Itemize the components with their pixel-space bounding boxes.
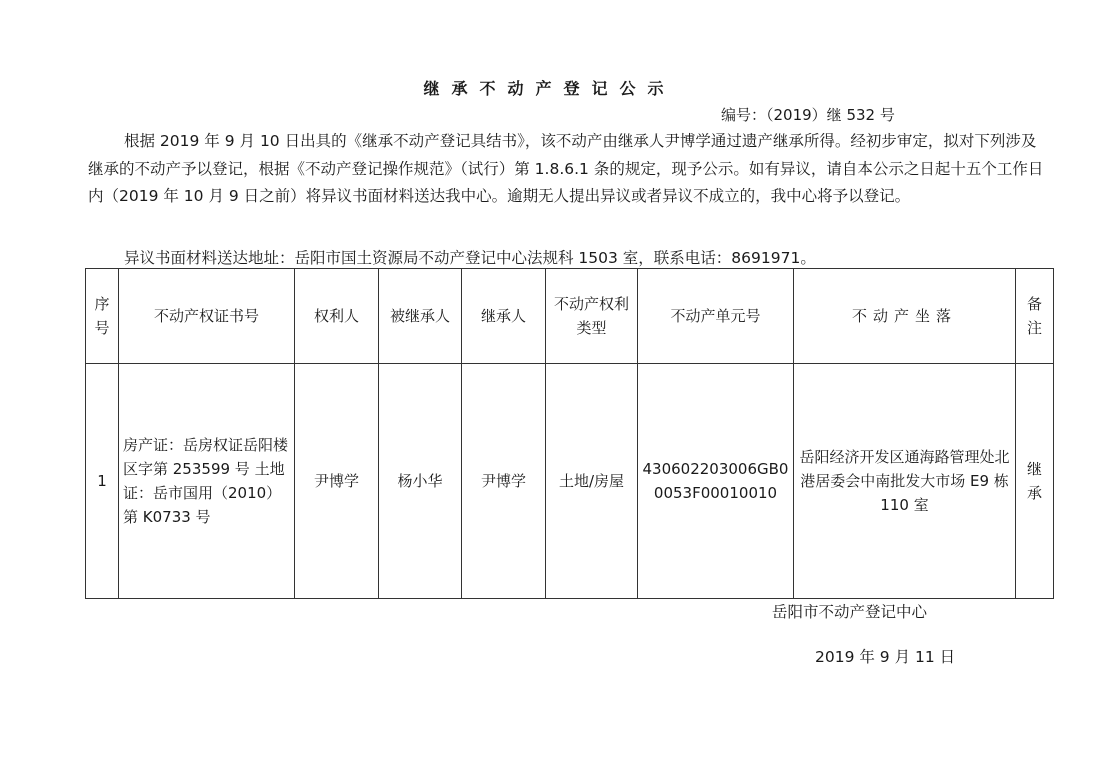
header-unit-number: 不动产单元号: [638, 269, 794, 364]
header-decedent: 被继承人: [379, 269, 462, 364]
header-right-holder: 权利人: [295, 269, 379, 364]
issuer-signature: 岳阳市不动产登记中心: [772, 603, 928, 621]
cell-remark: 继承: [1016, 364, 1054, 599]
header-heir: 继承人: [462, 269, 546, 364]
header-remark: 备注: [1016, 269, 1054, 364]
table-row: [86, 364, 1054, 599]
cell-right-holder: 尹博学: [295, 364, 379, 599]
cell-unit-number: 430602203006GB00053F00010010: [638, 364, 794, 599]
property-table: [85, 268, 1054, 599]
issue-date: 2019 年 9 月 11 日: [815, 648, 956, 666]
table-header-row: [86, 269, 1054, 364]
notice-title: 继承不动产登记公示: [423, 79, 676, 98]
objection-address-paragraph: 异议书面材料送达地址：岳阳市国土资源局不动产登记中心法规科 1503 室，联系电话：8691971。: [124, 249, 816, 267]
cell-location: 岳阳经济开发区通海路管理处北港居委会中南批发大市场 E9 栋 110 室: [794, 364, 1016, 599]
cell-right-type: 土地/房屋: [546, 364, 638, 599]
cell-certificate-number: 房产证：岳房权证岳阳楼区字第 253599 号 土地证：岳市国用（2010）第 K0733 号: [119, 364, 295, 599]
cell-serial: 1: [86, 364, 119, 599]
document-number: 编号：（2019）继 532 号: [721, 106, 895, 124]
cell-heir: 尹博学: [462, 364, 546, 599]
cell-decedent: 杨小华: [379, 364, 462, 599]
header-certificate-number: 不动产权证书号: [119, 269, 295, 364]
header-location: 不动产坐落: [794, 269, 1016, 364]
header-right-type: 不动产权利类型: [546, 269, 638, 364]
header-serial: 序号: [86, 269, 119, 364]
notice-body-paragraph: 根据 2019 年 9 月 10 日出具的《继承不动产登记具结书》，该不动产由继承人尹博学通过遗产继承所得。经初步审定，拟对下列涉及继承的不动产予以登记，根据《不动产登记操作规范》（试行）第 1.8.6.1 条的规定，现予公示。如有异议，请自本公示之日起十五个工作日内（2019 年 10 月 9 日之前）将异议书面材料送达我中心。逾期无人提出异议或者异议不成立的，我中心将予以登记。: [88, 132, 1044, 205]
